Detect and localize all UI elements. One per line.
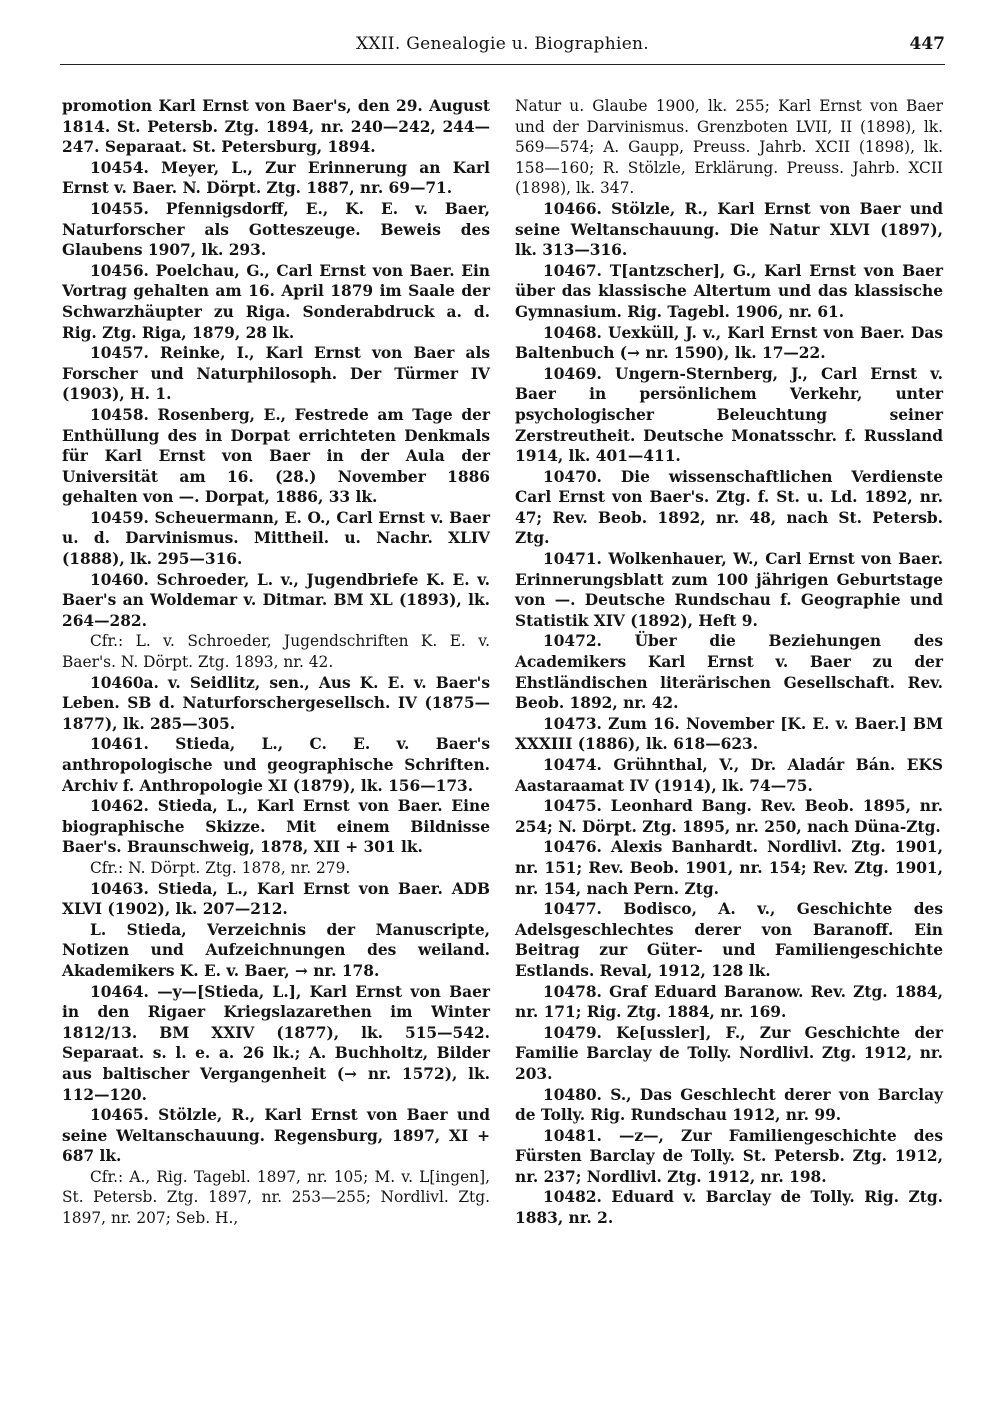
bibliography-entry: 10457. Reinke, I., Karl Ernst von Baer als Forscher und Naturphilosoph. Der Türmer IV (1903), H. 1. [62, 344, 490, 404]
bibliography-entry: 10461. Stieda, L., C. E. v. Baer's anthropologische und geographische Schriften. Archiv f. Anthropologie XI (1879), lk. 156—173. [62, 735, 490, 795]
left-column [62, 96, 490, 1229]
page-header [60, 34, 945, 65]
bibliography-entry: 10479. Ke[ussler], F., Zur Geschichte der Familie Barclay de Tolly. Nordlivl. Ztg. 1912, nr. 203. [515, 1023, 943, 1083]
bibliography-entry: 10481. —z—, Zur Familiengeschichte des Fürsten Barclay de Tolly. St. Petersb. Ztg. 1912, nr. 237; Nordlivl. Ztg. 1912, nr. 198. [515, 1126, 943, 1186]
bibliography-entry: 10478. Graf Eduard Baranow. Rev. Ztg. 1884, nr. 171; Rig. Ztg. 1884, nr. 169. [515, 982, 943, 1022]
bibliography-entry: 10454. Meyer, L., Zur Erinnerung an Karl Ernst v. Baer. N. Dörpt. Ztg. 1887, nr. 69—71. [62, 158, 490, 198]
bibliography-entry: 10465. Stölzle, R., Karl Ernst von Baer und seine Weltanschauung. Regensburg, 1897, XI + 687 lk. [62, 1106, 490, 1166]
right-column [515, 96, 943, 1229]
bibliography-entry: L. Stieda, Verzeichnis der Manuscripte, Notizen und Aufzeichnungen des weiland. Akademikers K. E. v. Baer, → nr. 178. [62, 920, 490, 980]
bibliography-entry: 10474. Grühnthal, V., Dr. Aladár Bán. EKS Aastaraamat IV (1914), lk. 74—75. [515, 756, 943, 795]
bibliography-entry: 10458. Rosenberg, E., Festrede am Tage der Enthüllung des in Dorpat errichteten Denkmals für Karl Ernst von Baer in der Aula der Universität am 16. (28.) November 1886 gehalten von —. Dorpat, 1886, 33 lk. [62, 405, 490, 507]
bibliography-entry: 10469. Ungern-Sternberg, J., Carl Ernst v. Baer in persönlichem Verkehr, unter psychologischer Beleuchtung seiner Zerstreutheit. Deutsche Monatsschr. f. Russland 1914, lk. 401—411. [515, 364, 943, 466]
bibliography-entry: 10459. Scheuermann, E. O., Carl Ernst v. Baer u. d. Darvinismus. Mittheil. u. Nachr. XLIV (1888), lk. 295—316. [62, 508, 490, 569]
bibliography-entry: Cfr.: L. v. Schroeder, Jugendschriften K. E. v. Baer's. N. Dörpt. Ztg. 1893, nr. 42. [62, 632, 490, 672]
bibliography-entry: 10460a. v. Seidlitz, sen., Aus K. E. v. Baer's Leben. SB d. Naturforschergesellsch. IV (1875—1877), lk. 285—305. [62, 673, 490, 733]
bibliography-entry: 10470. Die wissenschaftlichen Verdienste Carl Ernst von Baer's. Ztg. f. St. u. Ld. 1892, nr. 47; Rev. Beob. 1892, nr. 48, nach St. Petersb. Ztg. [515, 467, 943, 548]
bibliography-entry: 10477. Bodisco, A. v., Geschichte des Adelsgeschlechtes derer von Baranoff. Ein Beitrag zur Güter- und Familiengeschichte Estlands. Reval, 1912, 128 lk. [515, 900, 943, 980]
bibliography-entry: 10462. Stieda, L., Karl Ernst von Baer. Eine biographische Skizze. Mit einem Bildnisse Baer's. Braunschweig, 1878, XII + 301 lk. [62, 797, 490, 857]
running-head: XXII. Genealogie u. Biographien. [355, 34, 650, 54]
bibliography-entry: 10455. Pfennigsdorff, E., K. E. v. Baer, Naturforscher als Gotteszeuge. Beweis des Glaubens 1907, lk. 293. [62, 199, 490, 260]
bibliography-entry: 10475. Leonhard Bang. Rev. Beob. 1895, nr. 254; N. Dörpt. Ztg. 1895, nr. 250, nach Düna-Ztg. [515, 797, 943, 836]
bibliography-entry: 10456. Poelchau, G., Carl Ernst von Baer. Ein Vortrag gehalten am 16. April 1879 im Saale der Schwarzhäupter zu Riga. Sonderabdruck a. d. Rig. Ztg. Riga, 1879, 28 lk. [62, 261, 490, 342]
bibliography-entry: 10476. Alexis Banhardt. Nordlivl. Ztg. 1901, nr. 151; Rev. Beob. 1901, nr. 154; Rev. Ztg. 1901, nr. 154, nach Pern. Ztg. [515, 838, 943, 898]
bibliography-entry: 10466. Stölzle, R., Karl Ernst von Baer und seine Weltanschauung. Die Natur XLVI (1897), lk. 313—316. [515, 199, 943, 260]
bibliography-entry: 10472. Über die Beziehungen des Academikers Karl Ernst v. Baer zu der Ehstländischen literärischen Gesellschaft. Rev. Beob. 1892, nr. 42. [515, 632, 943, 713]
bibliography-entry: 10482. Eduard v. Barclay de Tolly. Rig. Ztg. 1883, nr. 2. [515, 1188, 943, 1228]
bibliography-entry: 10467. T[antzscher], G., Karl Ernst von Baer über das klassische Altertum und das klassische Gymnasium. Rig. Tagebl. 1906, nr. 61. [515, 261, 943, 321]
bibliography-entry: 10463. Stieda, L., Karl Ernst von Baer. ADB XLVI (1902), lk. 207—212. [62, 879, 490, 919]
bibliography-entry: 10471. Wolkenhauer, W., Carl Ernst von Baer. Erinnerungsblatt zum 100 jährigen Geburtstage von —. Deutsche Rundschau f. Geographie und Statistik XIV (1892), Heft 9. [515, 550, 943, 630]
bibliography-entry: 10468. Uexküll, J. v., Karl Ernst von Baer. Das Baltenbuch (→ nr. 1590), lk. 17—22. [515, 323, 943, 363]
page-number: 447 [909, 34, 945, 54]
bibliography-entry: 10464. —y—[Stieda, L.], Karl Ernst von Baer in den Rigaer Kriegslazarethen im Winter 1812/13. BM XXIV (1877), lk. 515—542. Separaat. s. l. e. a. 26 lk.; A. Buchholtz, Bilder aus baltischer Vergangenheit (→ nr. 1572), lk. 112—120. [62, 982, 490, 1104]
bibliography-entry: 10460. Schroeder, L. v., Jugendbriefe K. E. v. Baer's an Woldemar v. Ditmar. BM XL (1893), lk. 264—282. [62, 570, 490, 630]
bibliography-entry: Natur u. Glaube 1900, lk. 255; Karl Ernst von Baer und der Darvinismus. Grenzboten LVII, II (1898), lk. 569—574; A. Gaupp, Preuss. Jahrb. XCII (1898), lk. 158—160; R. Stölzle, Erklärung. Preuss. Jahrb. XCII (1898), lk. 347. [515, 97, 943, 198]
bibliography-entry: promotion Karl Ernst von Baer's, den 29. August 1814. St. Petersb. Ztg. 1894, nr. 240—242, 244—247. Separaat. St. Petersburg, 1894. [62, 97, 490, 157]
bibliography-entry: 10473. Zum 16. November [K. E. v. Baer.] BM XXXIII (1886), lk. 618—623. [515, 714, 943, 754]
bibliography-entry: Cfr.: N. Dörpt. Ztg. 1878, nr. 279. [90, 858, 351, 877]
bibliography-entry: Cfr.: A., Rig. Tagebl. 1897, nr. 105; M. v. L[ingen], St. Petersb. Ztg. 1897, nr. 253—255; Nordlivl. Ztg. 1897, nr. 207; Seb. H., [62, 1167, 490, 1228]
bibliography-entry: 10480. S., Das Geschlecht derer von Barclay de Tolly. Rig. Rundschau 1912, nr. 99. [515, 1085, 943, 1125]
